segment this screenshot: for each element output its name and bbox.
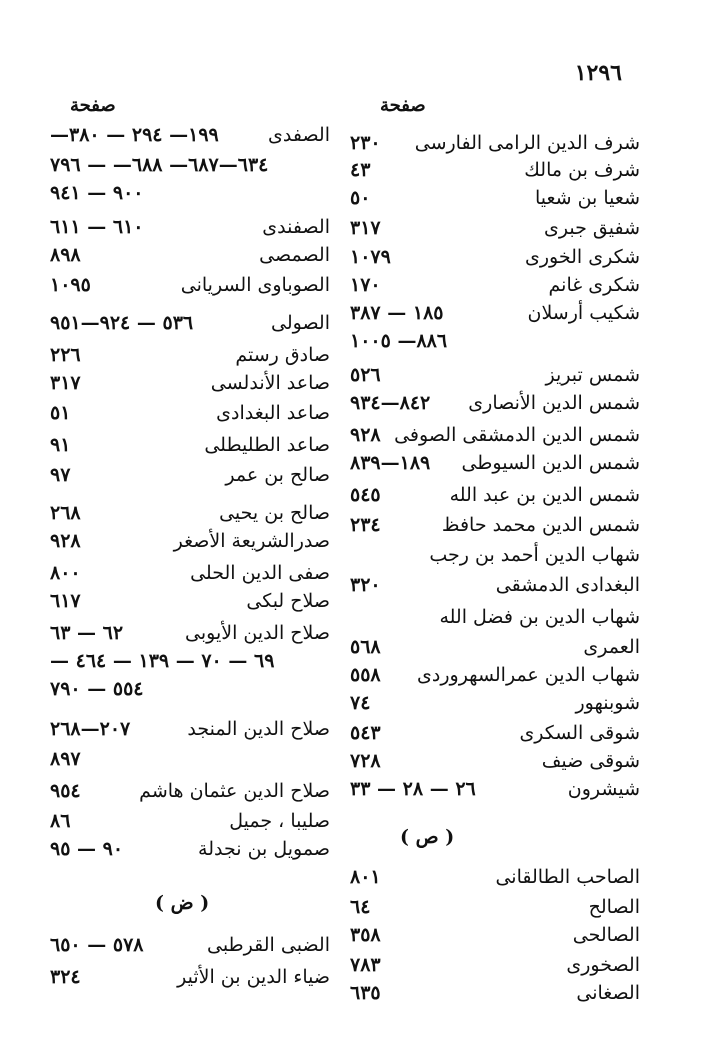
index-entry [40,744,330,774]
index-column-left [40,0,330,1052]
index-entry [340,746,640,776]
entry-pages: ٢٦ — ٢٨ — ٣٣ [350,778,476,800]
entry-pages: ٨٠٠ [50,562,81,584]
entry-pages: ٥٦٨ [350,636,381,658]
section-letter: ( ض ) [155,892,210,914]
index-entry [40,806,330,836]
entry-pages: ١٨٥ — ٣٨٧ [350,302,444,324]
index-entry [340,602,640,632]
index-entry [340,718,640,748]
entry-pages: ٧٨٣ [350,954,381,976]
entry-pages: ٥٥٨ [350,664,381,686]
entry-name: الصخورى [566,954,640,976]
entry-name: شكرى الخورى [524,246,640,268]
index-entry [340,920,640,950]
index-entry [340,862,640,892]
index-entry [40,498,330,528]
index-entry [40,962,330,992]
entry-name: صفى الدين الحلى [190,562,330,584]
entry-name: البغدادى الدمشقى [495,574,640,596]
entry-pages: ٥٥٤ — ٧٩٠ [50,678,144,700]
index-entry [340,155,640,185]
entry-name: صالح بن عمر [225,464,330,486]
entry-pages: ١٠٩٥ [50,274,91,296]
index-entry [340,298,640,328]
index-entry [40,270,330,300]
index-entry [40,834,330,864]
entry-pages: ٨٩٨ [50,244,81,266]
entry-pages: ١٩٩— ٢٩٤ — ٣٨٠— [50,124,219,146]
entry-pages: ٦٢ — ٦٣ [50,622,124,644]
entry-name: الصوباوى السريانى [180,274,330,296]
entry-name: صاعد الطليطلى [204,434,330,456]
index-entry [40,714,330,744]
index-entry [340,128,640,158]
entry-name: شفيق جبرى [544,217,640,239]
entry-name: صلاح الدين الأيوبى [185,622,330,644]
index-entry [40,618,330,648]
entry-name: شهاب الدين بن فضل الله [439,606,640,628]
entry-name: شهاب الدين أحمد بن رجب [429,544,640,566]
entry-pages: ٨٠١ [350,866,381,888]
index-entry [40,930,330,960]
entry-pages: ٣٥٨ [350,924,381,946]
index-entry [340,892,640,922]
entry-pages: ٩٠ — ٩٥ [50,838,124,860]
index-entry [40,398,330,428]
entry-name: شمس الدين محمد حافظ [441,514,640,536]
column-header-page: صفحة [70,95,116,116]
entry-pages: ٥٢٦ [350,364,381,386]
index-entry [340,950,640,980]
entry-name: صلاح الدين عثمان هاشم [139,780,330,802]
entry-pages: ٧٢٨ [350,750,381,772]
entry-name: صاعد الأندلسى [210,372,330,394]
entry-name: شرف الدين الرامى الفارسى [414,132,640,154]
entry-pages: ٦٣٤—٦٨٧— ٦٨٨— — ٧٩٦ [50,154,269,176]
index-entry [40,526,330,556]
entry-pages: ١٧٠ [350,274,381,296]
entry-pages: ٩٥٤ [50,780,81,802]
index-entry [340,978,640,1008]
entry-pages: ٩٢٨ [350,424,381,446]
index-entry [340,480,640,510]
index-entry [340,242,640,272]
index-entry [40,308,330,338]
index-entry [340,420,640,450]
entry-name: صلاح لبكى [246,590,330,612]
index-entry [340,360,640,390]
entry-name: شكيب أرسلان [527,302,640,324]
index-entry [340,540,640,570]
index-entry [340,632,640,662]
entry-pages: ٢٣٤ [350,514,381,536]
index-entry [340,510,640,540]
entry-name: الصمصى [259,244,330,266]
entry-pages: ٨٦ [50,810,71,832]
index-entry [340,270,640,300]
entry-name: شمس الدين السيوطى [461,452,640,474]
entry-pages: ٩٧ [50,464,71,486]
entry-name: صلاح الدين المنجد [187,718,330,740]
entry-name: شرف بن مالك [524,159,640,181]
entry-name: شمس الدين الدمشقى الصوفى [394,424,640,446]
entry-name: شمس تبريز [545,364,640,386]
entry-pages: ٣٢٠ [350,574,381,596]
index-entry [40,178,330,208]
entry-pages: ٢٣٠ [350,132,381,154]
index-entry [40,460,330,490]
entry-pages: ٩٠٠ — ٩٤١ [50,182,144,204]
entry-name: شيشرون [567,778,640,800]
entry-pages: ٦٩ — ٧٠ — ١٣٩ — ٤٦٤ — [50,650,275,672]
entry-name: الصالح [588,896,640,918]
entry-pages: ٥٤٥ [350,484,381,506]
entry-name: الصفندى [262,216,330,238]
entry-name: صالح بن يحيى [219,502,330,524]
entry-name: الصاحب الطالقانى [495,866,640,888]
entry-name: العمرى [583,636,640,658]
entry-pages: ٥١ [50,402,71,424]
index-entry [40,646,330,676]
entry-pages: ٩١ [50,434,71,456]
entry-pages: ٦١٠ — ٦١١ [50,216,144,238]
index-entry [40,558,330,588]
entry-name: شوبنهور [575,692,640,714]
column-header-page: صفحة [380,95,426,116]
index-entry [340,326,640,356]
index-entry [40,212,330,242]
page-number: ١٢٩٦ [574,60,622,86]
index-entry [40,240,330,270]
entry-pages: ٦٣٥ [350,982,381,1004]
section-letter: ( ص ) [400,826,455,848]
entry-pages: ٨٩٧ [50,748,81,770]
entry-pages: ٨٨٦— ١٠٠٥ [350,330,448,352]
entry-pages: ٤٣ [350,159,371,181]
index-entry [340,660,640,690]
index-entry [40,150,330,180]
index-entry [340,570,640,600]
entry-name: صليبا ، جميل [229,810,330,832]
entry-pages: ٨٤٢—٩٣٤ [350,392,431,414]
entry-pages: ١٠٧٩ [350,246,391,268]
entry-pages: ٢٦٨ [50,502,81,524]
index-entry [340,213,640,243]
entry-pages: ٣١٧ [350,217,381,239]
entry-name: شكرى غانم [548,274,640,296]
entry-name: الضبى القرطبى [206,934,330,956]
entry-name: صدرالشريعة الأصغر [173,530,330,552]
entry-name: صادق رستم [235,344,330,366]
entry-name: صمويل بن نجدلة [198,838,330,860]
index-entry [40,430,330,460]
entry-name: الصولى [271,312,330,334]
index-entry [40,340,330,370]
index-entry [40,586,330,616]
entry-name: شوقى ضيف [541,750,640,772]
entry-pages: ٥٣٦ — ٩٢٤—٩٥١ [50,312,194,334]
entry-name: الصغانى [576,982,640,1004]
entry-pages: ٢٢٦ [50,344,81,366]
entry-pages: ٢٠٧—٢٦٨ [50,718,131,740]
entry-name: شعيا بن شعيا [534,187,640,209]
entry-name: الصالحى [572,924,640,946]
entry-pages: ٧٤ [350,692,371,714]
entry-name: شمس الدين بن عبد الله [449,484,640,506]
entry-name: شوقى السكرى [519,722,640,744]
entry-pages: ٥٧٨ — ٦٥٠ [50,934,144,956]
entry-name: الصفدى [267,124,330,146]
index-entry [40,776,330,806]
entry-name: ضياء الدين بن الأثير [177,966,330,988]
index-entry [40,368,330,398]
index-entry [340,774,640,804]
entry-pages: ٥٤٣ [350,722,381,744]
entry-pages: ٥٠ [350,187,371,209]
entry-name: شمس الدين الأنصارى [468,392,640,414]
entry-name: صاعد البغدادى [216,402,330,424]
index-column-right [340,0,640,1052]
index-entry [340,183,640,213]
index-entry [340,688,640,718]
entry-pages: ٦٤ [350,896,371,918]
entry-pages: ١٨٩—٨٣٩ [350,452,431,474]
entry-pages: ٦١٧ [50,590,81,612]
entry-pages: ٣١٧ [50,372,81,394]
entry-pages: ٩٢٨ [50,530,81,552]
index-entry [340,448,640,478]
index-entry [40,120,330,150]
index-entry [340,388,640,418]
index-entry [40,674,330,704]
entry-pages: ٣٢٤ [50,966,81,988]
entry-name: شهاب الدين عمرالسهروردى [417,664,640,686]
